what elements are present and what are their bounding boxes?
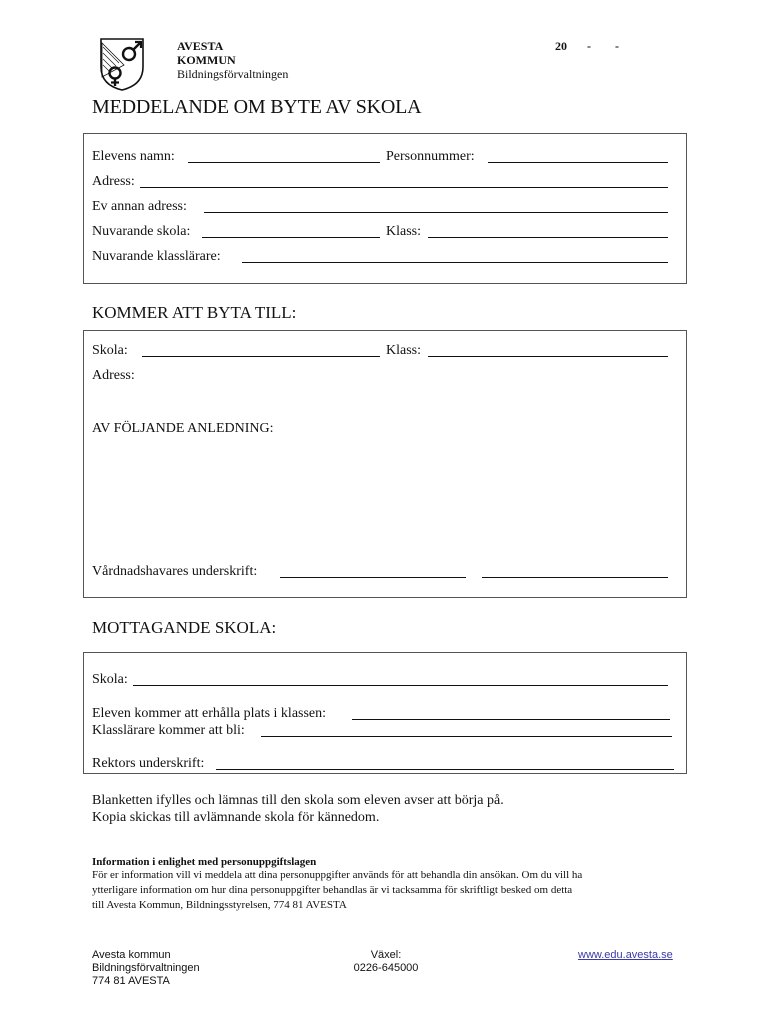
vaxel-number: 0226-645000	[353, 962, 419, 974]
plats-i-klassen-label: Eleven kommer att erhålla plats i klassen:	[92, 706, 327, 721]
adress-label: Adress:	[92, 174, 135, 189]
footer-address	[92, 949, 200, 988]
org-line-department: Bildningsförvaltningen	[177, 67, 289, 81]
mottagande-skola-field[interactable]	[133, 685, 668, 686]
personnummer-field[interactable]	[488, 162, 668, 163]
adress-label: Adress:	[92, 368, 135, 383]
skola-field[interactable]	[142, 356, 380, 357]
vaxel-label: Växel:	[370, 949, 402, 961]
klass-label: Klass:	[386, 343, 421, 358]
footer-phone	[350, 949, 422, 975]
ev-annan-adress-field[interactable]	[204, 212, 668, 213]
klass-field[interactable]	[428, 356, 668, 357]
elevens-namn-field[interactable]	[188, 162, 380, 163]
instructions	[92, 792, 504, 826]
nuvarande-skola-label: Nuvarande skola:	[92, 224, 191, 239]
gdpr-info	[92, 856, 582, 913]
klasslarare-label: Klasslärare kommer att bli:	[92, 723, 245, 738]
organization-name	[177, 39, 288, 81]
rektor-underskrift-label: Rektors underskrift:	[92, 756, 205, 771]
footer-address-line: 774 81 AVESTA	[92, 975, 170, 987]
instruction-line: Blanketten ifylles och lämnas till den skola som eleven avser att börja på.	[92, 793, 504, 808]
nuvarande-klasslarare-field[interactable]	[242, 262, 668, 263]
plats-i-klassen-field[interactable]	[352, 719, 670, 720]
date-separator: -	[587, 39, 591, 53]
klasslarare-field[interactable]	[261, 736, 672, 737]
section-heading-mottagande-skola: MOTTAGANDE SKOLA:	[92, 618, 277, 637]
date-year: 20	[555, 39, 567, 53]
adress-field[interactable]	[140, 187, 668, 188]
vardnadshavare-signature-2[interactable]	[482, 577, 668, 578]
elevens-namn-label: Elevens namn:	[92, 149, 175, 164]
rektor-signature-field[interactable]	[216, 769, 674, 770]
org-line-kommun: KOMMUN	[177, 53, 236, 67]
klass-field[interactable]	[428, 237, 668, 238]
skola-label: Skola:	[92, 343, 128, 358]
personnummer-label: Personnummer:	[386, 149, 475, 164]
mottagande-skola-label: Skola:	[92, 672, 128, 687]
vardnadshavare-underskrift-label: Vårdnadshavares underskrift:	[92, 564, 258, 579]
anledning-label: AV FÖLJANDE ANLEDNING:	[92, 421, 274, 436]
klass-label: Klass:	[386, 224, 421, 239]
org-line-avesta: AVESTA	[177, 39, 224, 53]
gdpr-text-line: till Avesta Kommun, Bildningsstyrelsen, 774 81 AVESTA	[92, 899, 347, 911]
anledning-field[interactable]	[92, 442, 668, 560]
nuvarande-klasslarare-label: Nuvarande klasslärare:	[92, 249, 221, 264]
gdpr-title: Information i enlighet med personuppgiftslagen	[92, 856, 317, 868]
gdpr-text-line: För er information vill vi meddela att dina personuppgifter används för att behandla din ansökan. Om du vill ha	[92, 869, 583, 881]
coat-of-arms-icon	[99, 37, 145, 91]
date-field	[555, 39, 619, 54]
date-separator: -	[615, 39, 619, 53]
instruction-line: Kopia skickas till avlämnande skola för kännedom.	[92, 810, 380, 825]
gdpr-text-line: ytterligare information om hur dina personuppgifter behandlas är vi tacksamma för skriftligt besked om detta	[92, 884, 573, 896]
section-heading-kommer-att-byta: KOMMER ATT BYTA TILL:	[92, 303, 297, 322]
vardnadshavare-signature-1[interactable]	[280, 577, 466, 578]
footer-address-line: Avesta kommun	[92, 949, 171, 961]
ev-annan-adress-label: Ev annan adress:	[92, 199, 187, 214]
footer-address-line: Bildningsförvaltningen	[92, 962, 200, 974]
page-title: MEDDELANDE OM BYTE AV SKOLA	[92, 96, 422, 118]
nuvarande-skola-field[interactable]	[202, 237, 380, 238]
website-link[interactable]: www.edu.avesta.se	[578, 949, 673, 961]
